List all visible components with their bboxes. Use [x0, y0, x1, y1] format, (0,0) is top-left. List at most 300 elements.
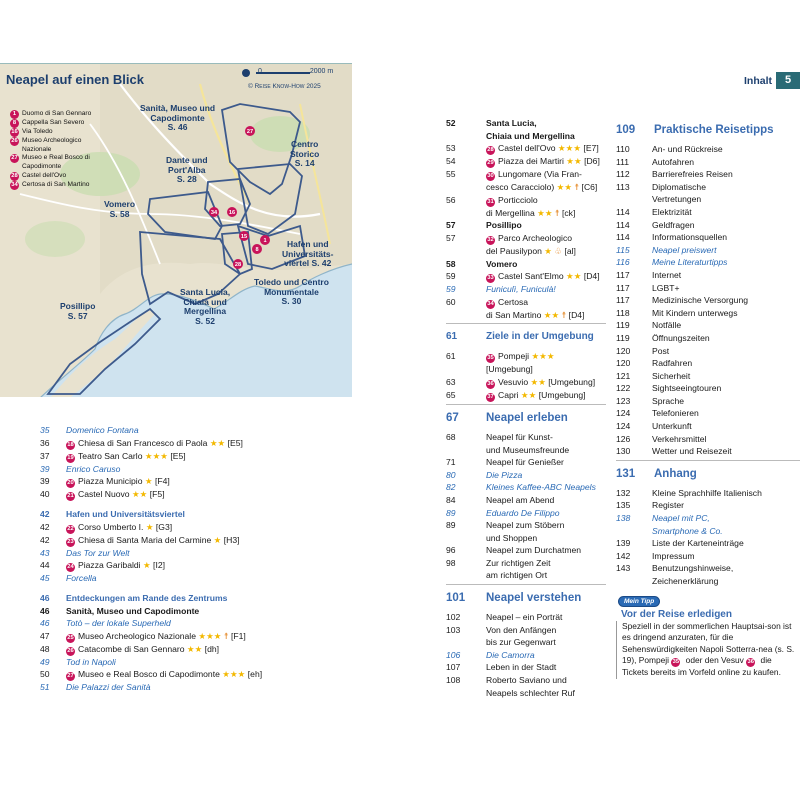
legend-marker: 34	[11, 181, 18, 188]
rating-stars: ★★★	[555, 143, 582, 154]
toc-entry-text: Telefonieren	[652, 408, 699, 419]
toc-page: 35	[40, 425, 50, 435]
toc-page: 43	[40, 547, 50, 558]
toc-entry[interactable]	[446, 636, 606, 649]
toc-entry-text: Chiesa di Santa Maria del Carmine	[78, 534, 212, 545]
toc-entry[interactable]	[616, 370, 800, 383]
toc-entry-text: Kleine Sprachhilfe Italienisch	[652, 487, 762, 498]
sight-marker: 20	[67, 480, 74, 487]
toc-entry[interactable]	[446, 557, 606, 570]
toc-entry[interactable]	[446, 270, 606, 283]
toc-page: 46	[40, 592, 50, 603]
toc-page: 55	[446, 169, 456, 180]
toc-left-column	[40, 424, 340, 694]
toc-page	[446, 363, 486, 376]
rating-stars: ★★★	[529, 351, 555, 362]
toc-entry[interactable]	[40, 643, 340, 656]
map-reference: [H3]	[221, 534, 240, 545]
map-reference: [E5]	[168, 450, 186, 461]
toc-entry-text: Impressum	[652, 550, 695, 561]
toc-entry[interactable]	[616, 307, 800, 320]
toc-entry[interactable]	[616, 382, 800, 395]
legend-marker: 16	[11, 129, 18, 135]
toc-page: 114	[616, 206, 630, 217]
toc-entry-text: Lungomare (Via Fran-	[498, 169, 582, 180]
divider	[446, 404, 606, 405]
toc-page	[446, 309, 486, 322]
toc-page: 132	[616, 487, 631, 498]
toc-page: 139	[616, 538, 631, 549]
toc-entry[interactable]	[616, 537, 800, 550]
rating-stars: ★★★	[142, 450, 169, 461]
toc-page: 89	[446, 507, 456, 518]
toc-entry-text: Leben in der Stadt	[486, 662, 557, 673]
toc-entry[interactable]	[446, 155, 606, 168]
rating-stars: ★★	[563, 156, 582, 167]
toc-entry[interactable]	[40, 463, 340, 476]
rating-stars: ★	[211, 534, 222, 545]
toc-entry[interactable]	[446, 687, 606, 700]
toc-entry[interactable]	[40, 681, 340, 694]
toc-entry[interactable]	[446, 661, 606, 674]
toc-entry[interactable]	[40, 534, 340, 547]
toc-page	[616, 575, 652, 588]
toc-entry[interactable]	[446, 674, 606, 687]
toc-entry-text: Domenico Fontana	[66, 425, 139, 435]
toc-entry[interactable]	[446, 168, 606, 181]
toc-entry-text: Neapel am Abend	[486, 494, 555, 505]
toc-entry[interactable]	[446, 376, 606, 389]
toc-entry[interactable]	[446, 142, 606, 155]
map-reference: [Umgebung]	[545, 376, 596, 387]
toc-page	[446, 130, 486, 143]
map-label-santalucia: Santa Lucia, Chiaia und Mergellina S. 52	[180, 287, 231, 326]
toc-entry-text: Neapel zum Stöbern	[486, 520, 565, 531]
map-reference: [I2]	[150, 560, 166, 571]
svg-text:28: 28	[234, 262, 242, 268]
toc-entry-text: Entdeckungen am Rande des Zentrums	[66, 592, 228, 603]
toc-entry[interactable]	[446, 219, 606, 232]
page-number: 5	[776, 72, 800, 89]
map-title: Neapel auf einen Blick	[6, 72, 144, 87]
toc-heading-text: Anhang	[654, 467, 697, 480]
map-reference: [E5]	[225, 437, 243, 448]
map-reference: [D4]	[566, 309, 585, 320]
toc-entry[interactable]	[616, 143, 800, 156]
toc-section-heading	[446, 591, 606, 605]
toc-entry[interactable]	[40, 424, 340, 437]
legend-item	[10, 137, 100, 154]
toc-entry[interactable]	[446, 611, 606, 624]
toc-page: 36	[40, 437, 50, 448]
legend-label: Certosa di San Martino	[22, 180, 90, 188]
toc-entry[interactable]	[616, 244, 800, 257]
toc-page: 118	[616, 307, 630, 318]
toc-entry[interactable]	[616, 193, 800, 206]
toc-entry-text: Castel Sant'Elmo	[498, 271, 564, 282]
tipp-body: Speziell in der sommerlichen Hauptsai-son ist es dringend anzuraten, für die Sehenswürdigkeiten Napoli Sotterra-nea (s. S. 19), Pompeji 35 oder den Vesuv 36 die Tickets bereits im Vorfeld online zu kaufen.	[616, 621, 800, 679]
toc-entry[interactable]	[446, 130, 606, 143]
toc-entry-text: Sightseeingtouren	[652, 383, 722, 394]
toc-entry-text: Piazza Garibaldi	[78, 560, 141, 571]
toc-entry[interactable]	[40, 547, 340, 560]
toc-entry[interactable]	[40, 668, 340, 681]
toc-entry-text: Piazza dei Martiri	[498, 156, 564, 167]
toc-entry-text: Neapel für Kunst-	[486, 431, 553, 442]
section-label: Inhalt	[744, 74, 772, 87]
toc-entry[interactable]	[40, 508, 340, 521]
map-label-centro: Centro Storico S. 14	[290, 139, 320, 169]
toc-page: 103	[446, 624, 461, 635]
toc-page: 57	[446, 232, 456, 243]
tipp-marker: 36	[747, 659, 754, 666]
toc-entry[interactable]	[616, 294, 800, 307]
toc-page: 42	[40, 509, 50, 520]
toc-entry-text: Sanità, Museo und Capodimonte	[66, 605, 200, 616]
legend-label: Cappella San Severo	[22, 119, 85, 126]
rating-stars: ★	[142, 476, 153, 487]
legend-marker: 26	[11, 138, 18, 144]
map-label-dante: Dante und Port'Alba S. 28	[166, 155, 208, 185]
map-reference: [F1]	[228, 630, 246, 641]
toc-entry-text: LGBT+	[652, 282, 680, 293]
toc-page: 50	[40, 669, 50, 680]
toc-entry[interactable]	[446, 507, 606, 520]
toc-entry[interactable]	[446, 456, 606, 469]
toc-entry-text: Catacombe di San Gennaro	[78, 643, 185, 654]
toc-heading-text: Neapel verstehen	[486, 592, 582, 605]
toc-page: 101	[446, 592, 466, 605]
sight-marker: 33	[487, 275, 494, 282]
toc-entry[interactable]	[446, 296, 606, 309]
toc-entry[interactable]	[616, 395, 800, 408]
toc-entry[interactable]	[40, 450, 340, 463]
toc-entry-text: Roberto Saviano und	[486, 675, 567, 686]
toc-entry[interactable]	[616, 433, 800, 446]
tipp-badge: Mein Tipp	[618, 596, 660, 607]
sight-marker: 28	[487, 147, 494, 154]
tipp-marker: 35	[672, 659, 680, 666]
toc-page: 111	[616, 156, 630, 167]
map-label-posillipo: Posillipo S. 57	[60, 301, 96, 321]
legend-item	[10, 110, 100, 119]
toc-page: 135	[616, 500, 631, 511]
toc-entry-text: Eduardo De Filippo	[486, 507, 560, 518]
toc-entry[interactable]	[616, 269, 800, 282]
toc-entry-text: Kleines Kaffee-ABC Neapels	[486, 482, 596, 493]
map-reference: [F5]	[147, 489, 165, 500]
toc-entry[interactable]	[446, 494, 606, 507]
rating-stars: ★★	[129, 489, 148, 500]
toc-page: 121	[616, 370, 631, 381]
toc-entry[interactable]	[40, 656, 340, 669]
tipp-title: Vor der Reise erledigen	[621, 608, 732, 620]
sight-marker: 18	[67, 441, 74, 448]
toc-page: 45	[40, 573, 50, 584]
toc-page: 51	[40, 682, 50, 693]
toc-entry[interactable]	[446, 624, 606, 637]
toc-entry-text: Porticciolo	[498, 194, 538, 205]
toc-entry[interactable]	[616, 319, 800, 332]
toc-page: 116	[616, 257, 630, 268]
map-reference: [G3]	[153, 521, 173, 532]
toc-page: 96	[446, 545, 456, 556]
toc-entry[interactable]	[446, 389, 606, 402]
toc-entry-text: Neapels schlechter Ruf	[486, 687, 575, 698]
toc-entry-text: Sicherheit	[652, 370, 691, 381]
map-reference: [D6]	[581, 156, 600, 167]
toc-entry[interactable]	[616, 512, 800, 525]
toc-entry-text: Zeichenerklärung	[652, 576, 719, 586]
toc-entry[interactable]	[40, 559, 340, 572]
toc-page: 124	[616, 421, 631, 432]
toc-entry[interactable]	[616, 525, 800, 538]
toc-entry[interactable]	[616, 575, 800, 588]
toc-page: 117	[616, 282, 630, 293]
rating-stars: ★★	[563, 271, 582, 282]
toc-heading-text: Praktische Reisetipps	[654, 124, 774, 136]
highlight-icon: ♧	[552, 245, 563, 256]
toc-entry[interactable]	[446, 309, 606, 322]
toc-right-column	[616, 117, 800, 679]
toc-entry[interactable]	[446, 245, 606, 258]
highlight-icon: ☨	[552, 207, 560, 218]
toc-entry[interactable]	[616, 219, 800, 232]
toc-page: 143	[616, 563, 631, 574]
legend-label: Via Toledo	[22, 128, 53, 135]
toc-heading-text: Neapel erleben	[486, 411, 568, 424]
toc-page: 110	[616, 144, 630, 154]
toc-entry[interactable]	[446, 207, 606, 220]
toc-entry-text: Neapel zum Durchatmen	[486, 545, 582, 556]
toc-entry[interactable]	[446, 283, 606, 296]
toc-page: 39	[40, 463, 50, 474]
toc-page: 107	[446, 662, 461, 673]
toc-entry[interactable]	[446, 519, 606, 532]
sight-marker: 22	[67, 525, 74, 532]
toc-entry[interactable]	[616, 231, 800, 244]
toc-entry[interactable]	[446, 181, 606, 194]
legend-item	[10, 119, 100, 128]
toc-entry[interactable]	[616, 168, 800, 181]
rating-stars: ★★	[554, 182, 573, 193]
toc-entry[interactable]	[446, 544, 606, 557]
toc-entry[interactable]	[616, 282, 800, 295]
rating-stars: ★	[143, 521, 154, 532]
toc-page: 113	[616, 181, 630, 192]
toc-entry-text: Das Tor zur Welt	[66, 547, 130, 558]
map-label-hafen: Hafen und Universitäts- viertel S. 42	[282, 239, 334, 269]
scale-left: 0	[258, 68, 262, 75]
legend-item	[10, 154, 100, 171]
toc-page: 84	[446, 494, 456, 505]
toc-page: 131	[616, 467, 636, 480]
sight-marker: 26	[67, 647, 74, 654]
rating-stars: ★★★	[196, 630, 222, 641]
legend-marker: 27	[11, 155, 18, 162]
toc-entry[interactable]	[616, 420, 800, 433]
map-copyright: © Reise Know-How 2025	[248, 83, 321, 90]
toc-entry[interactable]	[446, 363, 606, 376]
toc-entry[interactable]	[616, 487, 800, 500]
toc-entry[interactable]	[616, 562, 800, 575]
toc-entry-text: Register	[652, 500, 684, 511]
rating-stars: ★★	[207, 437, 226, 448]
toc-page: 59	[446, 284, 456, 295]
toc-entry[interactable]	[446, 569, 606, 582]
toc-entry-text: Unterkunft	[652, 421, 692, 432]
toc-entry[interactable]	[446, 649, 606, 662]
toc-entry[interactable]	[40, 475, 340, 488]
sight-marker: 34	[487, 300, 494, 307]
map-reference: [F4]	[152, 476, 170, 487]
scale-right: 2000 m	[309, 68, 334, 75]
toc-entry-text: Parco Archeologico	[498, 232, 573, 243]
toc-entry-text: [Umgebung]	[486, 364, 533, 375]
toc-page: 126	[616, 433, 631, 444]
toc-page: 48	[40, 643, 50, 654]
toc-entry[interactable]	[40, 617, 340, 630]
toc-page: 115	[616, 244, 630, 255]
toc-page: 124	[616, 408, 631, 419]
toc-entry[interactable]	[446, 194, 606, 207]
highlight-icon: ☨	[572, 182, 580, 193]
toc-page: 120	[616, 345, 631, 356]
toc-page	[446, 532, 486, 545]
toc-entry[interactable]	[616, 156, 800, 169]
sight-marker: 23	[67, 538, 74, 545]
toc-entry[interactable]	[616, 407, 800, 420]
legend-label: Museo e Real Bosco di Capodimonte	[22, 154, 90, 171]
toc-entry-text: am richtigen Ort	[486, 570, 548, 581]
toc-entry[interactable]	[616, 357, 800, 370]
toc-entry[interactable]	[40, 605, 340, 618]
toc-entry[interactable]	[446, 431, 606, 444]
toc-page: 138	[616, 513, 631, 524]
toc-entry-text: Diplomatische	[652, 181, 706, 192]
toc-entry[interactable]	[446, 469, 606, 482]
toc-section-heading	[616, 467, 800, 481]
toc-page: 59	[446, 271, 456, 282]
map-reference: [Umgebung]	[536, 389, 586, 400]
toc-entry[interactable]	[446, 258, 606, 271]
legend-item	[10, 172, 100, 181]
toc-entry-text: Pompeji	[498, 351, 530, 362]
toc-entry-text: Totò – der lokale Superheld	[66, 618, 171, 629]
toc-page: 119	[616, 332, 630, 343]
toc-entry[interactable]	[446, 481, 606, 494]
toc-entry-text: Vesuvio	[498, 376, 529, 387]
toc-entry[interactable]	[446, 532, 606, 545]
legend-marker: 28	[11, 172, 18, 179]
toc-page: 46	[40, 605, 50, 616]
sight-marker: 27	[67, 673, 74, 680]
toc-entry[interactable]	[40, 437, 340, 450]
toc-entry[interactable]	[40, 592, 340, 605]
toc-entry-text: Posillipo	[486, 220, 522, 231]
toc-entry-text: Certosa	[498, 296, 529, 307]
rating-stars: ★★	[184, 643, 203, 654]
sight-marker: 24	[67, 564, 74, 571]
toc-entry[interactable]	[616, 256, 800, 269]
toc-entry-text: Museo e Real Bosco di Capodimonte	[78, 669, 220, 680]
toc-page: 108	[446, 675, 461, 686]
map-legend	[10, 110, 100, 190]
toc-entry[interactable]	[616, 181, 800, 194]
toc-entry-text: Capri	[498, 389, 519, 400]
toc-page: 106	[446, 649, 461, 660]
toc-entry[interactable]	[40, 630, 340, 643]
rating-stars: ★★	[518, 389, 537, 400]
toc-entry-text: Meine Literaturtipps	[652, 257, 728, 268]
toc-page: 37	[40, 450, 50, 461]
toc-entry-text: Museo Archeologico Nazionale	[78, 630, 196, 641]
toc-entry-text: Geldfragen	[652, 219, 695, 230]
toc-entry[interactable]	[616, 499, 800, 512]
toc-entry-text: Chiaia und Mergellina	[486, 130, 575, 141]
toc-entry[interactable]	[616, 550, 800, 563]
toc-entry[interactable]	[446, 444, 606, 457]
toc-entry-text: Vomero	[486, 258, 518, 269]
toc-entry-text: Internet	[652, 269, 682, 280]
legend-label: Duomo di San Gennaro	[22, 110, 92, 117]
toc-section-heading	[446, 411, 606, 425]
toc-page: 42	[40, 534, 50, 545]
toc-page	[446, 687, 486, 700]
highlight-icon: ☨	[559, 309, 567, 320]
toc-entry[interactable]	[40, 488, 340, 501]
toc-entry[interactable]	[40, 521, 340, 534]
toc-page	[446, 181, 486, 194]
toc-entry-text: Neapel preiswert	[652, 244, 717, 255]
toc-page: 61	[446, 331, 458, 343]
toc-entry[interactable]	[40, 572, 340, 585]
legend-marker: 8	[10, 119, 19, 128]
toc-page: 112	[616, 169, 630, 180]
toc-page: 67	[446, 411, 459, 424]
toc-entry-text: Tod in Napoli	[66, 656, 116, 667]
toc-page: 123	[616, 395, 631, 406]
toc-entry-text: Hafen und Universitätsviertel	[66, 509, 185, 520]
toc-page: 71	[446, 457, 456, 468]
legend-marker: 1	[10, 110, 19, 119]
toc-entry[interactable]	[616, 206, 800, 219]
toc-entry-text: Neapel mit PC,	[652, 513, 710, 524]
toc-entry[interactable]	[446, 350, 606, 363]
toc-entry-text: Corso Umberto I.	[78, 521, 144, 532]
toc-entry[interactable]	[446, 117, 606, 130]
toc-entry[interactable]	[616, 445, 800, 458]
toc-page: 65	[446, 389, 456, 400]
toc-entry[interactable]	[616, 345, 800, 358]
sight-marker: 21	[67, 493, 74, 500]
toc-page: 68	[446, 431, 456, 442]
toc-entry-text: Benutzungshinweise,	[652, 563, 734, 574]
highlight-icon: ☨	[221, 630, 229, 641]
toc-heading-text: Ziele in der Umgebung	[486, 331, 594, 343]
toc-entry-text: Radfahren	[652, 358, 693, 369]
toc-page: 102	[446, 612, 461, 623]
toc-entry-text: Neapel für Genießer	[486, 457, 564, 468]
toc-section-heading	[446, 330, 606, 344]
toc-entry[interactable]	[616, 332, 800, 345]
toc-entry[interactable]	[446, 232, 606, 245]
toc-page: 52	[446, 118, 456, 128]
toc-page	[446, 207, 486, 220]
toc-page: 119	[616, 320, 630, 331]
sight-marker: 19	[67, 454, 74, 461]
divider	[616, 460, 800, 461]
